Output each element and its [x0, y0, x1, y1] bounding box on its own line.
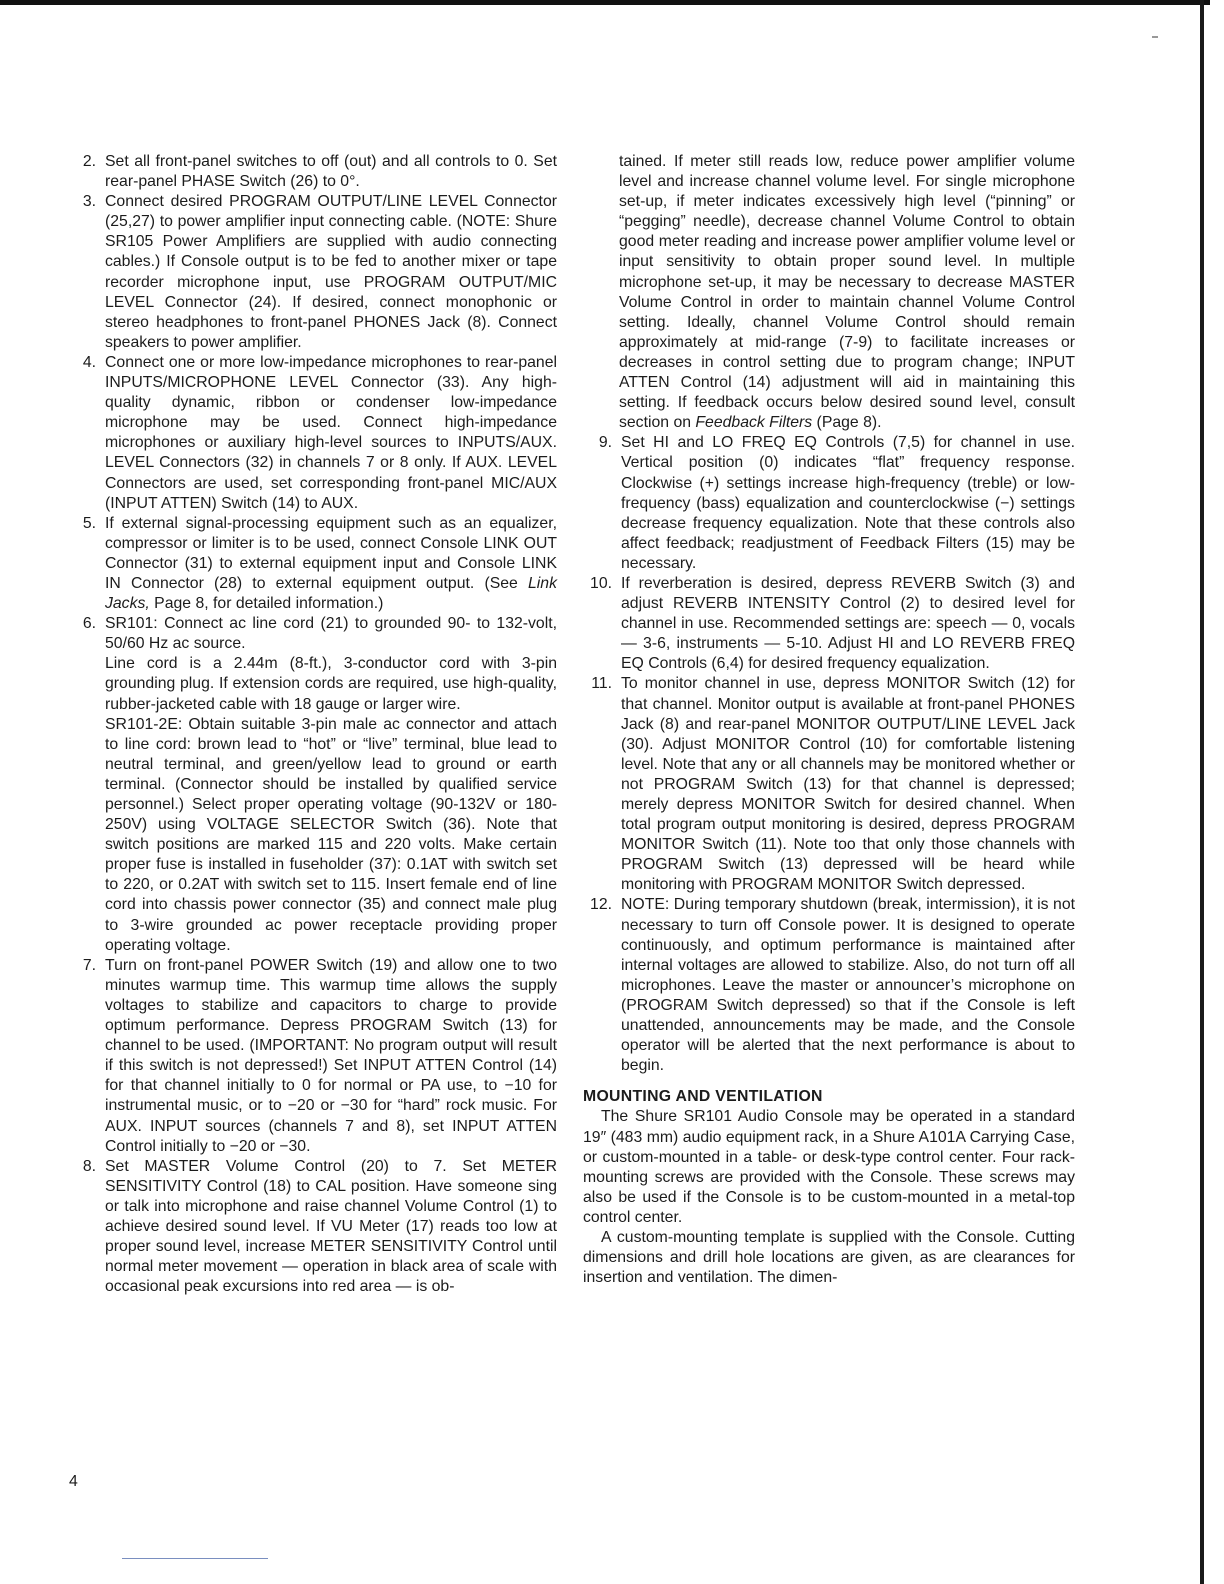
- top-border-line: [0, 0, 1210, 5]
- scan-mark: [1152, 36, 1158, 38]
- list-item: [67, 956, 557, 1157]
- item-text: SR101: Connect ac line cord (21) to grounded 90- to 132-volt, 50/60 Hz ac source.: [105, 615, 557, 653]
- feedback-filters-reference: Feedback Filters: [695, 414, 813, 432]
- item-text: Set all front-panel switches to off (out) and all controls to 0. Set rear-panel PHASE Switch (26) to 0°.: [105, 153, 557, 191]
- item-text: [105, 514, 557, 614]
- item-number: 7.: [82, 956, 96, 974]
- item-number: 12.: [590, 896, 612, 914]
- list-item: [583, 895, 1075, 1076]
- right-column: [583, 152, 1075, 1288]
- item-text: Line cord is a 2.44m (8-ft.), 3-conductor cord with 3-pin grounding plug. If extension cords are required, use high-quality, rubber-jacketed cable with 18 gauge or larger wire.: [105, 655, 557, 713]
- item-number: 5.: [82, 514, 96, 532]
- item-number: 9.: [598, 434, 612, 452]
- body-paragraph: The Shure SR101 Audio Console may be operated in a standard 19″ (483 mm) audio equipment rack, in a Shure A101A Carrying Case, or custom-mounted in a table- or desk-type control center. Four rack-mounting screws are provided with the Console. These screws may also be used if the Console is to be custom-mounted in a metal-top control center.: [583, 1108, 1075, 1226]
- item-text: Connect desired PROGRAM OUTPUT/LINE LEVEL Connector (25,27) to power amplifier input connecting cable. (NOTE: Shure SR105 Power Amplifiers are supplied with audio connecting cables.) If Console output is to be fed to another mixer or tape recorder microphone input, use PROGRAM OUTPUT/MIC LEVEL Connector (24). If desired, connect monophonic or stereo headphones to front-panel PHONES Jack (8). Connect speakers to power amplifier.: [105, 193, 557, 351]
- item-number: 4.: [82, 353, 96, 371]
- item-text: To monitor channel in use, depress MONITOR Switch (12) for that channel. Monitor output is available at front-panel PHONES Jack (8) and rear-panel MONITOR OUTPUT/LINE LEVEL Jack (30). Adjust MONITOR Control (10) for comfortable listening level. Note that any or all channels may be monitored whether or not PROGRAM Switch (13) for that channel is depressed; merely depress MONITOR Switch for desired channel. When total program output monitoring is desired, depress PROGRAM MONITOR Switch (11). Note too that only those channels with PROGRAM Switch (13) depressed will be heard while monitoring with PROGRAM MONITOR Switch depressed.: [621, 675, 1075, 894]
- item-number: 10.: [590, 574, 612, 592]
- item-continuation: [619, 152, 1075, 433]
- list-item: [67, 1157, 557, 1298]
- list-item: [67, 152, 557, 192]
- list-item: [583, 674, 1075, 895]
- list-item: [67, 614, 557, 956]
- list-item: [67, 192, 557, 353]
- item-number: 6.: [82, 615, 96, 633]
- item-text-part: If external signal-processing equipment such as an equalizer, compressor or limiter is to be used, connect Console LINK OUT Connector (31) to external equipment input and Console LINK IN Connector (28) to external equipment output. (See: [105, 514, 557, 592]
- right-border-line: [1200, 0, 1204, 1584]
- page-number: 4: [69, 1473, 78, 1490]
- item-text: If reverberation is desired, depress REVERB Switch (3) and adjust REVERB INTENSITY Control (2) to desired level for channel in use. Recommended settings are: speech — 0, vocals — 3-6, instruments — 5-10. Adjust HI and LO REVERB FREQ EQ Controls (6,4) for desired frequency equalization.: [621, 574, 1075, 673]
- list-item: [583, 433, 1075, 574]
- item-text: Set HI and LO FREQ EQ Controls (7,5) for channel in use. Vertical position (0) indicates “flat” frequency response. Clockwise (+) settings increase high-frequency (treble) or low-frequency (bass) equalization and counterclockwise (−) settings decrease frequency equalization. Note that these controls also affect feedback; readjustment of Feedback Filters (15) may be necessary.: [621, 434, 1075, 572]
- list-item: [67, 514, 557, 614]
- item-text: Set MASTER Volume Control (20) to 7. Set METER SENSITIVITY Control (18) to CAL position. Have someone sing or talk into microphone and raise channel Volume Control (1) to achieve desired sound level. If VU Meter (17) reads too low at proper sound level, increase METER SENSITIVITY Control until normal meter movement — operation in black area of scale with occasional peak excursions into red area — is ob-: [105, 1157, 557, 1296]
- item-text: SR101-2E: Obtain suitable 3-pin male ac connector and attach to line cord: brown lead to “hot” or “live” terminal, blue lead to neutral terminal, and green/yellow lead to ground or earth terminal. (Connector should be installed by qualified service personnel.) Select proper operating voltage (90-132V or 180-250V) using VOLTAGE SELECTOR Switch (36). Note that switch positions are marked 115 and 220 volts. Make certain proper fuse is installed in fuseholder (37): 0.1AT with switch set to 220, or 0.2AT with switch set to 115. Insert female end of line cord into chassis power connector (35) and connect male plug to 3-wire grounded ac power receptacle providing proper operating voltage.: [105, 715, 557, 954]
- left-column: [67, 152, 557, 1297]
- link-jacks-reference: Link Jacks,: [105, 574, 557, 613]
- body-paragraph: A custom-mounting template is supplied with the Console. Cutting dimensions and drill hole locations are given, as are clearances for insertion and ventilation. The dimen-: [583, 1228, 1075, 1287]
- bottom-link-underline: [122, 1558, 268, 1559]
- list-item: [583, 574, 1075, 674]
- item-text: Turn on front-panel POWER Switch (19) and allow one to two minutes warmup time. This warmup time allows the supply voltages to stabilize and capacitors to charge to provide optimum performance. Depress PROGRAM Switch (13) for channel to be used. (IMPORTANT: No program output will result if this switch is not depressed!) Set INPUT ATTEN Control (14) for that channel initially to 0 for normal or PA use, to −10 for instrumental music, or to −20 or −30 for “hard” rock music. For AUX. INPUT sources (channels 7 and 8), set INPUT ATTEN Control initially to −20 or −30.: [105, 956, 557, 1155]
- item-text: NOTE: During temporary shutdown (break, intermission), it is not necessary to turn off Console power. It is designed to operate continuously, and optimum performance is maintained after internal voltages are allowed to stabilize. Also, do not turn off all microphones. Leave the master or announcer’s microphone on (PROGRAM Switch depressed) so that if the Console is left unattended, announcements may be made, and the Console operator will be alerted that the next performance is about to begin.: [621, 896, 1075, 1075]
- list-item: [67, 353, 557, 514]
- item-number: 8.: [82, 1157, 96, 1175]
- item-text-part: (Page 8).: [812, 414, 882, 432]
- item-number: 2.: [82, 153, 96, 170]
- item-text-part: tained. If meter still reads low, reduce power amplifier volume level and increase channel volume level. For single microphone set-up, if meter indicates excessively high level (“pinning” or “pegging” needle), decrease channel Volume Control to obtain good meter reading and increase power amplifier volume level or input sensitivity to obtain proper sound level. In multiple microphone set-up, it may be necessary to decrease MASTER Volume Control in order to maintain channel Volume Control setting. Ideally, channel Volume Control should remain approximately at mid-range (7-9) to facilitate increases or decreases in control setting due to program change; INPUT ATTEN Control (14) adjustment will aid in maintaining this setting. If feedback occurs below desired sound level, consult section on: [619, 153, 1075, 432]
- item-number: 3.: [82, 193, 96, 211]
- item-text-part: Page 8, for detailed information.): [149, 595, 384, 613]
- item-number: 11.: [591, 675, 612, 693]
- section-heading: MOUNTING AND VENTILATION: [583, 1088, 823, 1106]
- item-text: Connect one or more low-impedance microphones to rear-panel INPUTS/MICROPHONE LEVEL Connector (33). Any high-quality dynamic, ribbon or condenser low-impedance microphone may be used. Connect high-impedance microphones or auxiliary high-level sources to INPUTS/AUX. LEVEL Connectors (32) in channels 7 or 8 only. If AUX. LEVEL Connectors are used, set corresponding front-panel MIC/AUX (INPUT ATTEN) Switch (14) to AUX.: [105, 353, 557, 512]
